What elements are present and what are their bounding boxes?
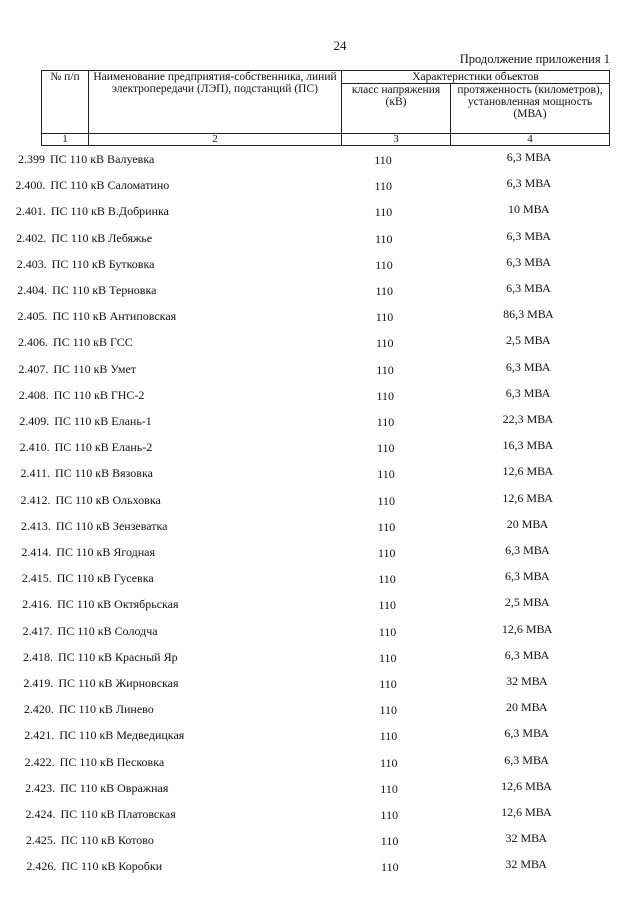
row-voltage: 110	[378, 572, 396, 587]
row-number: 2.411.	[20, 466, 51, 481]
header-number: № п/п	[42, 71, 89, 134]
row-number: 2.404.	[17, 283, 48, 297]
row-capacity: 12,6 МВА	[501, 621, 553, 636]
row-capacity: 12,6 МВА	[501, 778, 552, 793]
row-voltage: 110	[376, 441, 395, 456]
row-number: 2.400.	[15, 178, 46, 193]
row-number: 2.426.	[26, 859, 57, 874]
row-number: 2.424.	[25, 807, 56, 821]
row-name: ПС 110 кВ Солодча	[57, 623, 158, 638]
row-name: ПС 110 кВ Зензеватка	[55, 518, 168, 533]
row-capacity: 2,5 МВА	[504, 595, 550, 610]
row-voltage: 110	[379, 729, 398, 744]
row-number: 2.412.	[20, 492, 51, 507]
col-number-1: 1	[42, 134, 89, 146]
row-voltage: 110	[374, 231, 393, 246]
row-voltage: 110	[380, 781, 398, 796]
row-name: ПС 110 кВ Саломатино	[50, 178, 170, 193]
row-number: 2.414.	[21, 545, 52, 559]
row-number: 2.420.	[23, 702, 54, 717]
row-name: ПС 110 кВ Линево	[58, 702, 154, 717]
row-capacity: 6,3 МВА	[506, 281, 551, 295]
row-voltage: 110	[377, 546, 396, 560]
row-capacity: 6,3 МВА	[504, 726, 549, 741]
row-voltage: 110	[380, 755, 398, 770]
row-number: 2.419.	[23, 676, 54, 690]
row-name: ПС 110 кВ Вязовка	[55, 466, 153, 481]
row-voltage: 110	[379, 703, 398, 718]
row-name: ПС 110 кВ ГСС	[52, 335, 133, 350]
row-voltage: 110	[375, 336, 394, 351]
header-capacity: протяженность (километров), установленная мощность (МВА)	[451, 84, 610, 134]
row-name: ПС 110 кВ Овражная	[60, 780, 169, 795]
row-voltage: 110	[375, 257, 393, 272]
page-number: 24	[333, 38, 347, 53]
row-name: ПС 110 кВ Медведицкая	[59, 728, 185, 743]
col-number-3: 3	[342, 134, 451, 146]
row-name: ПС 110 кВ Гусевка	[56, 571, 154, 586]
row-voltage: 110	[379, 677, 397, 691]
row-number: 2.405.	[17, 309, 48, 324]
row-voltage: 110	[377, 519, 396, 534]
row-voltage: 110	[375, 310, 394, 325]
row-voltage: 110	[378, 598, 397, 613]
header-name: Наименование предприятия-собственника, линий электропередачи (ЛЭП), подстанций (ПС)	[89, 71, 342, 134]
row-name: ПС 110 кВ Котово	[60, 833, 154, 848]
row-voltage: 110	[380, 808, 399, 822]
row-capacity: 6,3 МВА	[506, 254, 551, 269]
row-number: 2.421.	[24, 728, 55, 743]
row-name: ПС 110 кВ Терновка	[52, 283, 157, 297]
row-capacity: 32 МВА	[506, 674, 548, 688]
row-capacity: 12,6 МВА	[501, 805, 552, 819]
continuation-note: Продолжение приложения 1	[459, 52, 610, 66]
row-name: ПС 110 кВ Антиповская	[52, 309, 177, 324]
row-voltage: 110	[377, 493, 396, 508]
row-number: 2.422.	[24, 754, 55, 769]
row-number: 2.407.	[18, 361, 49, 376]
row-number: 2.416.	[22, 597, 53, 612]
row-number: 2.423.	[25, 780, 56, 795]
row-capacity: 12,6 МВА	[502, 464, 554, 479]
row-name: ПС 110 кВ Лебяжье	[51, 230, 153, 245]
row-voltage: 110	[375, 284, 394, 298]
row-capacity: 6,3 МВА	[506, 228, 551, 243]
col-number-2: 2	[89, 134, 342, 146]
row-number: 2.399	[18, 152, 45, 166]
row-voltage: 110	[376, 415, 395, 429]
row-number: 2.409.	[19, 414, 50, 428]
table-header	[41, 70, 610, 146]
row-voltage: 110	[378, 624, 397, 639]
row-number: 2.401.	[15, 204, 46, 219]
row-capacity: 6,3 МВА	[505, 543, 550, 557]
row-capacity: 86,3 МВА	[503, 307, 554, 322]
row-name: ПС 110 кВ Платовская	[60, 807, 176, 821]
header-characteristics: Характеристики объектов	[342, 71, 610, 84]
row-name: ПС 110 кВ Коробки	[61, 859, 163, 874]
header-voltage: класс напряжения (кВ)	[342, 84, 451, 134]
row-capacity: 6,3 МВА	[506, 176, 552, 191]
row-number: 2.413.	[20, 518, 51, 533]
row-name: ПС 110 кВ Ольховка	[55, 492, 161, 507]
row-voltage: 110	[374, 153, 392, 167]
row-name: ПС 110 кВ Елань-1	[54, 414, 152, 428]
row-voltage: 110	[379, 650, 397, 665]
row-number: 2.410.	[19, 440, 50, 455]
row-voltage: 110	[374, 179, 393, 194]
row-voltage: 110	[374, 205, 393, 220]
row-capacity: 6,3 МВА	[506, 150, 552, 164]
row-number: 2.402.	[16, 230, 47, 245]
row-capacity: 20 МВА	[505, 700, 548, 715]
row-voltage: 110	[380, 834, 399, 849]
row-voltage: 110	[376, 388, 395, 403]
row-capacity: 6,3 МВА	[504, 752, 549, 767]
row-capacity: 2,5 МВА	[505, 333, 551, 348]
row-name: ПС 110 кВ Жирновская	[58, 676, 179, 690]
row-name: ПС 110 кВ Бутковка	[51, 256, 155, 271]
row-name: ПС 110 кВ Красный Яр	[57, 649, 178, 664]
row-name: ПС 110 кВ Октябрьская	[57, 597, 179, 612]
row-number: 2.406.	[17, 335, 48, 350]
row-capacity: 6,3 МВА	[505, 385, 551, 400]
row-number: 2.415.	[21, 571, 52, 586]
row-name: ПС 110 кВ Ягодная	[56, 545, 156, 559]
row-name: ПС 110 кВ Песковка	[59, 754, 165, 769]
row-number: 2.418.	[22, 649, 53, 664]
row-name: ПС 110 кВ Елань-2	[54, 440, 153, 455]
row-capacity: 32 МВА	[505, 831, 548, 846]
row-voltage: 110	[381, 860, 399, 875]
row-capacity: 16,3 МВА	[502, 438, 554, 453]
row-voltage: 110	[377, 467, 395, 482]
row-name: ПС 110 кВ В.Добринка	[50, 204, 169, 219]
row-capacity: 32 МВА	[505, 857, 547, 872]
row-capacity: 12,6 МВА	[502, 490, 553, 505]
row-capacity: 20 МВА	[506, 516, 549, 531]
row-name: ПС 110 кВ Умет	[53, 361, 137, 376]
row-number: 2.408.	[18, 387, 49, 402]
row-capacity: 6,3 МВА	[505, 359, 551, 374]
row-number: 2.403.	[16, 256, 47, 271]
row-voltage: 110	[376, 362, 394, 377]
col-number-4: 4	[451, 134, 610, 146]
row-number: 2.417.	[22, 623, 53, 638]
row-capacity: 22,3 МВА	[502, 412, 554, 426]
row-capacity: 10 МВА	[507, 202, 550, 217]
row-capacity: 6,3 МВА	[504, 647, 550, 662]
row-name: ПС 110 кВ Валуевка	[50, 152, 155, 166]
row-name: ПС 110 кВ ГНС-2	[53, 387, 145, 402]
row-capacity: 6,3 МВА	[505, 569, 550, 584]
row-number: 2.425.	[25, 833, 56, 848]
